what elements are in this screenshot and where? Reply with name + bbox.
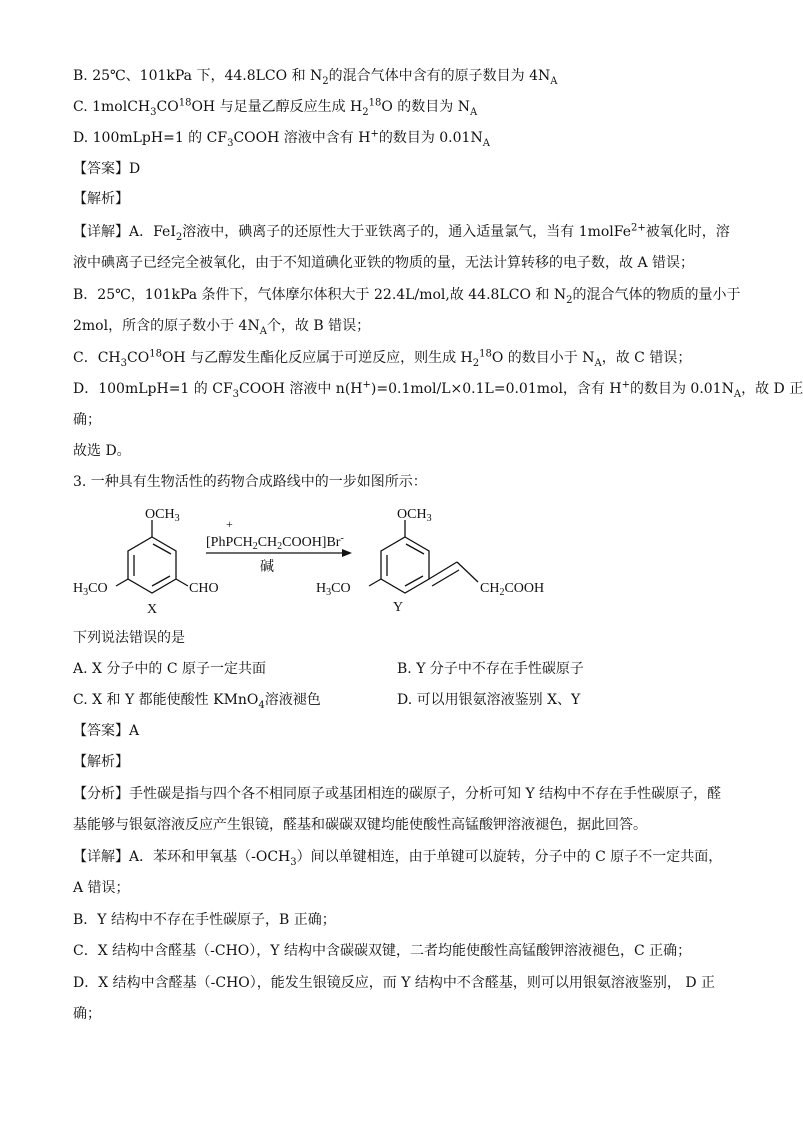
q3-option-d: D. 可以用银氨溶液鉴别 X、Y xyxy=(397,692,581,708)
q2-option-b: B. 25℃、101kPa 下，44.8LCO 和 $N_2$的混合气体中含有的原子数目为 $4N_A$ xyxy=(73,68,558,87)
q3-option-c: C. X 和 Y 都能使酸性 KMnO$_4$溶液褪色 xyxy=(73,692,321,711)
q3-answer: 【答案】A xyxy=(73,723,140,739)
y-methoxy-left: $H_3CO$ xyxy=(316,581,351,598)
q3-detail-c: C．X 结构中含醛基（-CHO），Y 结构中含碳碳双键，二者均能使酸性高锰酸钾溶液褪色，C 正确； xyxy=(73,943,692,959)
y-side-chain: $CH_2COOH$ xyxy=(480,581,545,598)
q3-detail-d: D．X 结构中含醛基（-CHO），能发生银镜反应，而 Y 结构中不含醛基，则可以用银氨溶液鉴别， D 正 xyxy=(73,975,716,991)
q2-detail-d-cont: 确； xyxy=(73,412,101,428)
q2-detail-d: D．100mLpH=1 的 $CF_3COOH$ 溶液中 n(H+)=0.1mol/L×0.1L=0.01mol，含有 H+的数目为 $0.01N_A$，故 D 正 xyxy=(73,379,803,400)
q2-analysis-label: 【解析】 xyxy=(73,191,129,207)
q3-option-a: A. X 分子中的 C 原子一定共面 xyxy=(73,661,267,677)
q3-prompt: 下列说法错误的是 xyxy=(73,630,185,646)
q3-stem: 3. 一种具有生物活性的药物合成路线中的一步如图所示： xyxy=(73,474,427,490)
molecule-y xyxy=(369,520,478,593)
molecule-x xyxy=(116,520,188,593)
q2-detail-a: 【详解】A．FeI$_2$溶液中，碘离子的还原性大于亚铁离子的，通入适量氯气，当有 1molFe$^{2+}$被氧化时，溶 xyxy=(73,222,730,243)
reagent-plus: + xyxy=(226,517,233,531)
reagent-formula: $[PhPCH_2CH_2COOH]Br^-$ xyxy=(206,533,344,552)
q2-detail-b-cont: 2mol，所含的原子数小于 $4N_A$个，故 B 错误； xyxy=(73,318,371,337)
q3-detail-b: B．Y 结构中不存在手性碳原子，B 正确； xyxy=(73,912,336,928)
q3-detail-d-cont: 确； xyxy=(73,1006,101,1022)
q2-answer: 【答案】D xyxy=(73,161,141,177)
q2-conclusion: 故选 D。 xyxy=(73,443,131,459)
y-label: Y xyxy=(393,600,404,615)
reaction-scheme xyxy=(0,500,794,625)
x-label: X xyxy=(147,602,158,617)
x-methoxy-top: $OCH_3$ xyxy=(145,507,180,524)
q2-detail-a-cont: 液中碘离子已经完全被氧化，由于不知道碘化亚铁的物质的量，无法计算转移的电子数，故 A 错误； xyxy=(73,255,695,271)
y-methoxy-top: $OCH_3$ xyxy=(397,507,432,524)
q3-detail-a: 【详解】A．苯环和甲氧基$(-OCH_3)$间以单键相连，由于单键可以旋转，分子中的 C 原子不一定共面， xyxy=(73,849,723,868)
q3-option-b: B. Y 分子中不存在手性碳原子 xyxy=(397,661,584,677)
q2-detail-c: C．$CH_3CO^{18}OH$ 与乙醇发生酯化反应属于可逆反应，则生成 $H_2^{18}O$ 的数目小于 $N_A$，故 C 错误； xyxy=(73,348,692,369)
q2-option-c: C. $1molCH_3CO^{18}OH$ 与足量乙醇反应生成 $H_2^{18}O$ 的数目为 $N_A$ xyxy=(73,97,478,118)
q3-analysis-label: 【解析】 xyxy=(73,754,129,770)
q3-fenxi-cont: 基能够与银氨溶液反应产生银镜，醛基和碳碳双键均能使酸性高锰酸钾溶液褪色，据此回答。 xyxy=(73,817,647,833)
q2-option-d: D. 100mLpH=1 的 $CF_3COOH$ 溶液中含有 H+的数目为 $0.01N_A$ xyxy=(73,128,490,149)
x-aldehyde: CHO xyxy=(189,581,219,596)
q2-detail-b: B．25℃，101kPa 条件下，气体摩尔体积大于 22.4L/mol,故 44.8LCO 和 $N_2$的混合气体的物质的量小于 xyxy=(73,287,741,306)
x-methoxy-left: $H_3CO$ xyxy=(73,581,108,598)
q3-detail-a-cont: A 错误； xyxy=(73,880,130,896)
q3-fenxi: 【分析】手性碳是指与四个各不相同原子或基团相连的碳原子，分析可知 Y 结构中不存在手性碳原子，醛 xyxy=(73,786,722,802)
reaction-condition-base: 碱 xyxy=(260,560,274,575)
